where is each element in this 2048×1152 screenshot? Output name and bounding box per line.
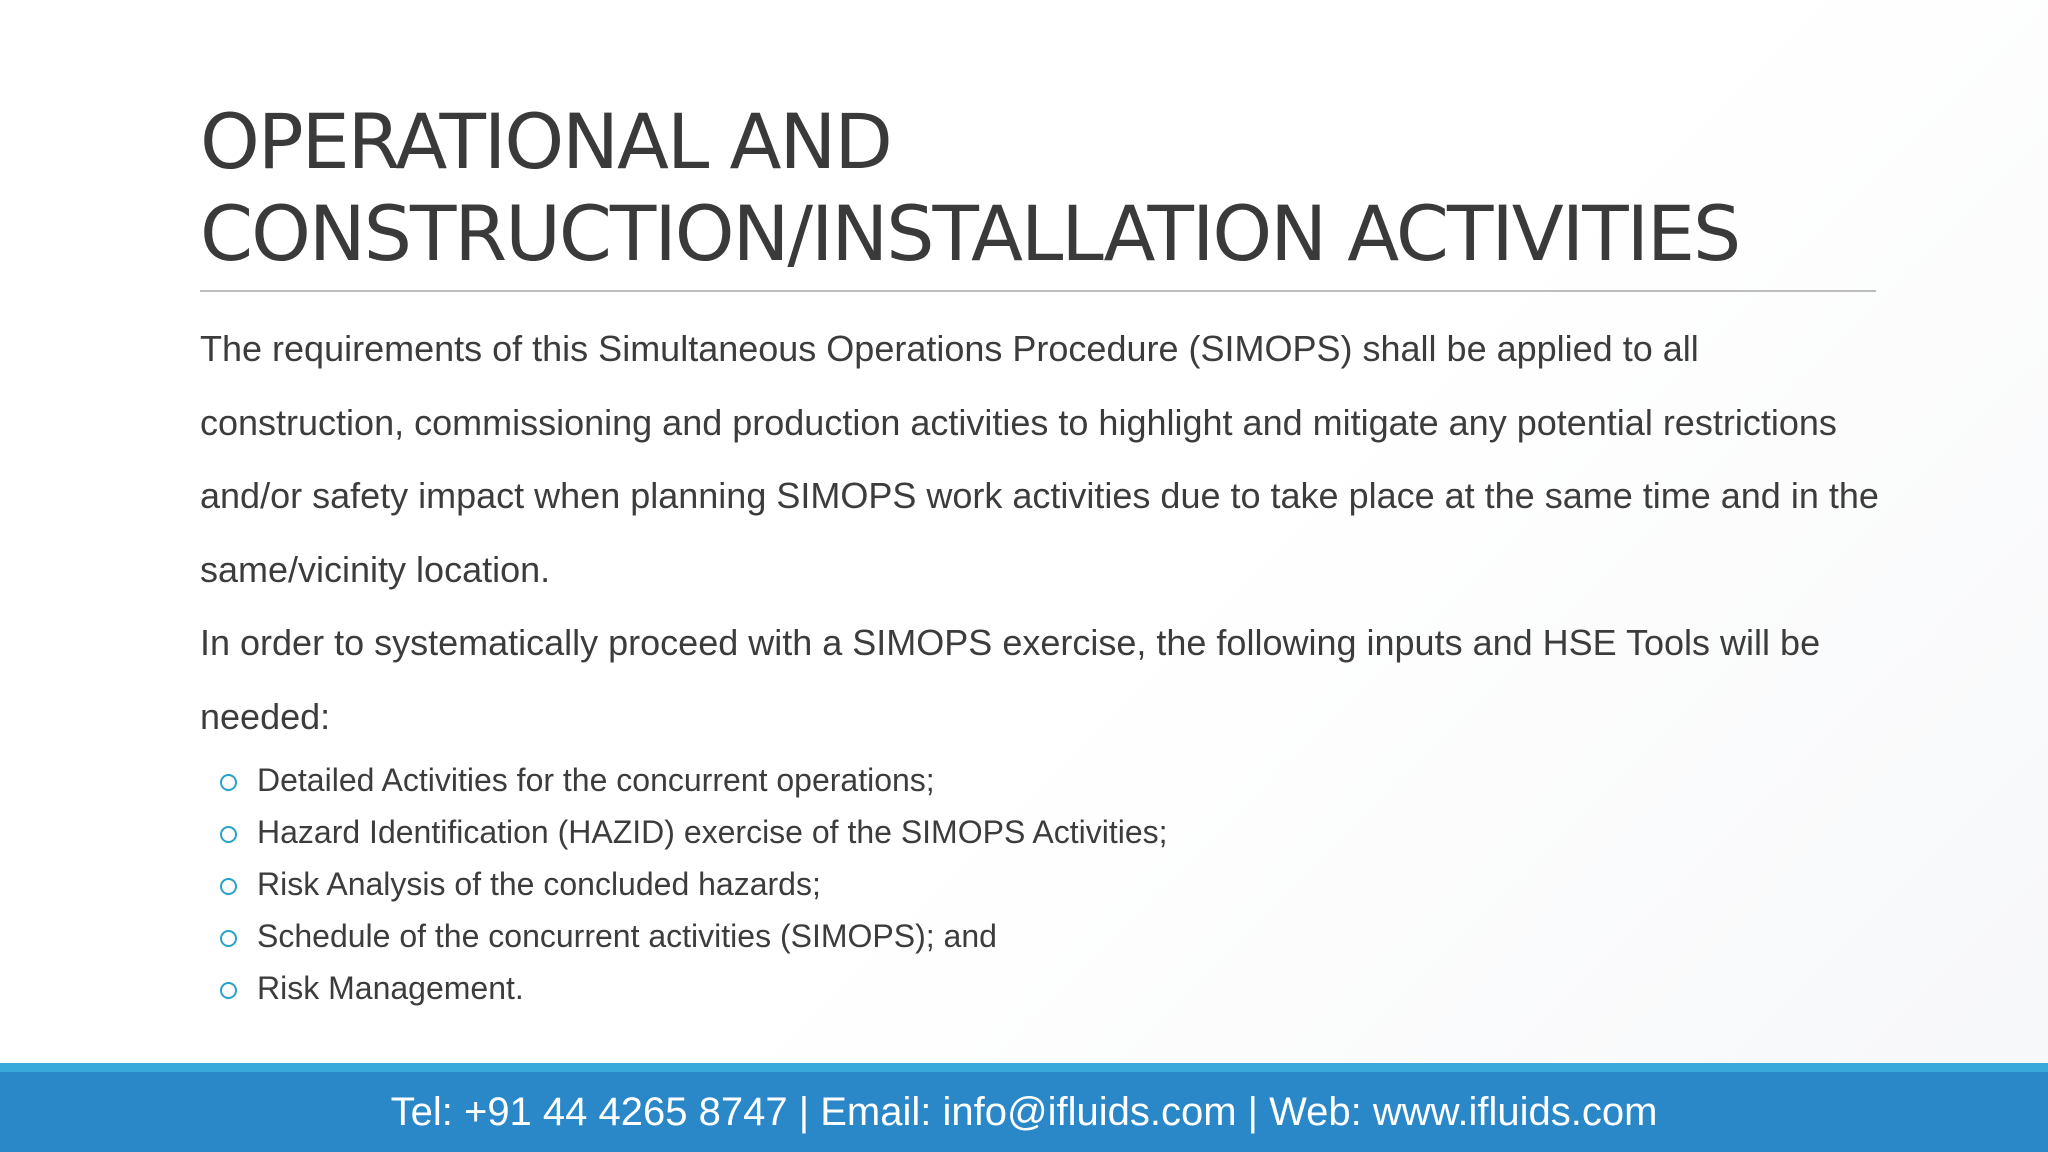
inputs-bullet-list xyxy=(200,754,1890,1014)
body-paragraph-scope: The requirements of this Simultaneous Operations Procedure (SIMOPS) shall be applied to all construction, commissioning and production activities to highlight and mitigate any potential restrictions and/or safety impact when planning SIMOPS work activities due to take place at the same time and in the same/vicinity location. xyxy=(200,328,1879,590)
hollow-circle-bullet-icon xyxy=(220,826,237,843)
contact-footer-text: Tel: +91 44 4265 8747 | Email: info@ifluids.com | Web: www.ifluids.com xyxy=(390,1090,1658,1134)
hollow-circle-bullet-icon xyxy=(220,930,237,947)
list-item xyxy=(200,858,1890,910)
contact-footer xyxy=(0,1072,2048,1152)
list-item xyxy=(200,962,1890,1014)
hollow-circle-bullet-icon xyxy=(220,982,237,999)
title-divider xyxy=(200,290,1876,292)
list-item xyxy=(200,806,1890,858)
footer-accent-stripe xyxy=(0,1063,2048,1072)
list-item-text: Schedule of the concurrent activities (SIMOPS); and xyxy=(257,917,997,954)
hollow-circle-bullet-icon xyxy=(220,878,237,895)
slide-title xyxy=(200,96,1880,280)
list-item-text: Risk Analysis of the concluded hazards; xyxy=(257,865,821,902)
hollow-circle-bullet-icon xyxy=(220,774,237,791)
list-item-text: Detailed Activities for the concurrent operations; xyxy=(257,761,935,798)
list-item xyxy=(200,910,1890,962)
body-paragraph-inputs-intro: In order to systematically proceed with a SIMOPS exercise, the following inputs and HSE Tools will be needed: xyxy=(200,622,1821,737)
list-item-text: Risk Management. xyxy=(257,969,524,1006)
slide-title-line-2: CONSTRUCTION/INSTALLATION ACTIVITIES xyxy=(200,189,1740,278)
slide-body xyxy=(200,312,1890,1014)
list-item-text: Hazard Identification (HAZID) exercise of the SIMOPS Activities; xyxy=(257,813,1168,850)
slide-title-line-1: OPERATIONAL AND xyxy=(200,97,891,186)
list-item xyxy=(200,754,1890,806)
